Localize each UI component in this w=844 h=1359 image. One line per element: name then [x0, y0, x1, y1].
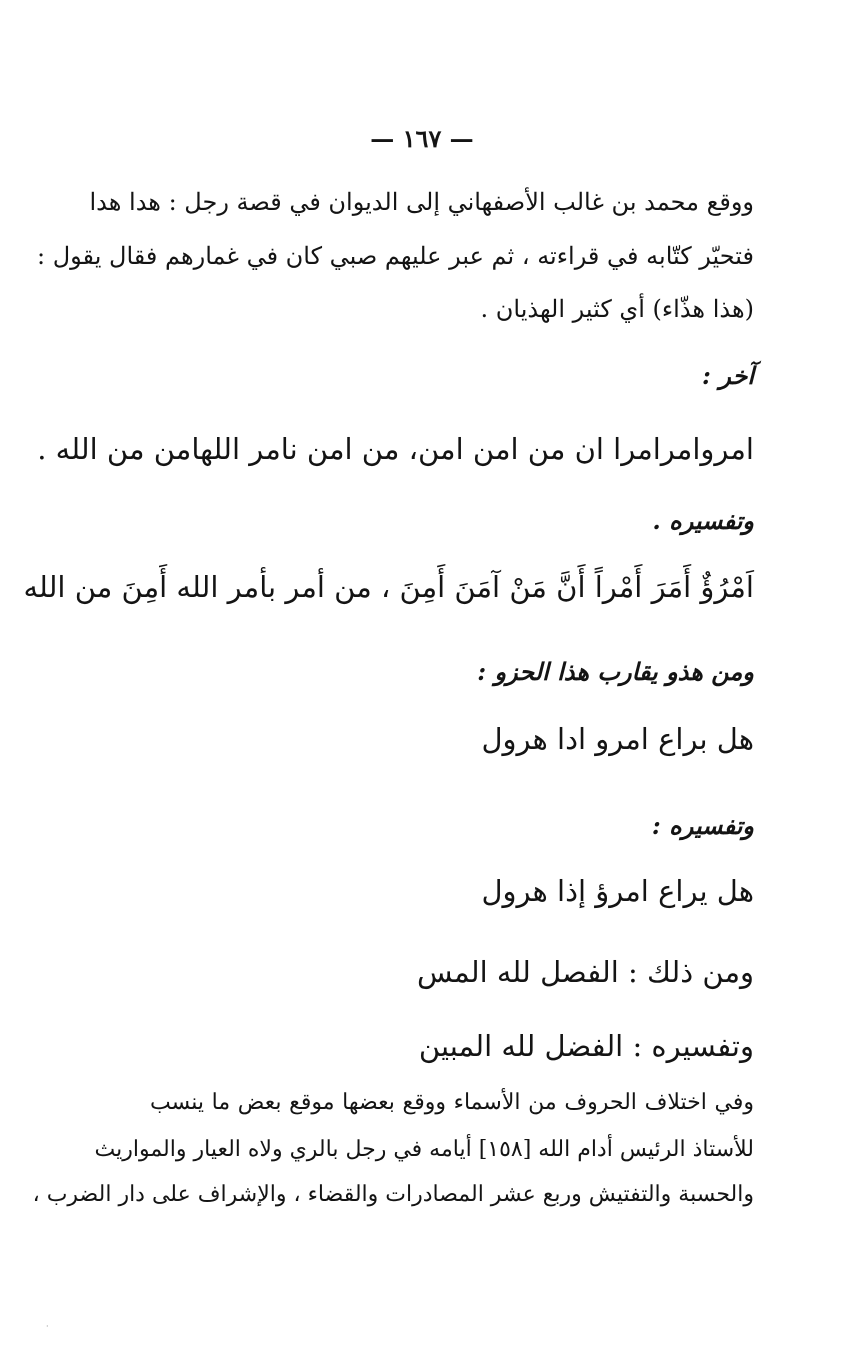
- text-line-1: ووقع محمد بن غالب الأصفهاني إلى الديوان في قصة رجل : هدا هدا: [89, 188, 754, 216]
- heading-interpretation-2: وتفسيره :: [651, 811, 754, 840]
- heading-similar: ومن هذو يقارب هذا الحزو :: [477, 657, 754, 686]
- cipher-line-2: هل براع امرو ادا هرول: [481, 722, 754, 756]
- page-speck: ·: [46, 1322, 49, 1331]
- text-line-2: فتحيّر كتّابه في قراءته ، ثم عبر عليهم صبي كان في غمارهم فقال يقول :: [37, 242, 754, 270]
- cipher-line-1: امروامرامرا ان من امن امن، من امن نامر اللهامن من الله .: [37, 432, 754, 466]
- decoded-line-3: وتفسيره : الفضل لله المبين: [418, 1029, 754, 1063]
- heading-other: آخر :: [702, 361, 754, 390]
- decoded-line-1: اَمْرُؤٌ أَمَرَ أَمْراً أَنَّ مَنْ آمَنَ أَمِنَ ، من أمر بأمر الله أَمِنَ من الله: [23, 570, 754, 604]
- decoded-line-2: هل يراع امرؤ إذا هرول: [481, 874, 754, 908]
- cipher-line-3: ومن ذلك : الفصل لله المس: [417, 955, 754, 989]
- text-line-3: (هذا هذّاء) أي كثير الهذيان .: [480, 295, 754, 323]
- page-number: — ١٦٧ —: [370, 124, 474, 153]
- text-line-5: للأستاذ الرئيس أدام الله [١٥٨] أيامه في رجل بالري ولاه العيار والمواريث: [94, 1137, 754, 1162]
- text-line-6: والحسبة والتفتيش وربع عشر المصادرات والقضاء ، والإشراف على دار الضرب ،: [32, 1182, 754, 1207]
- heading-interpretation-1: وتفسيره .: [652, 506, 754, 535]
- text-line-4: وفي اختلاف الحروف من الأسماء ووقع بعضها موقع بعض ما ينسب: [150, 1090, 754, 1115]
